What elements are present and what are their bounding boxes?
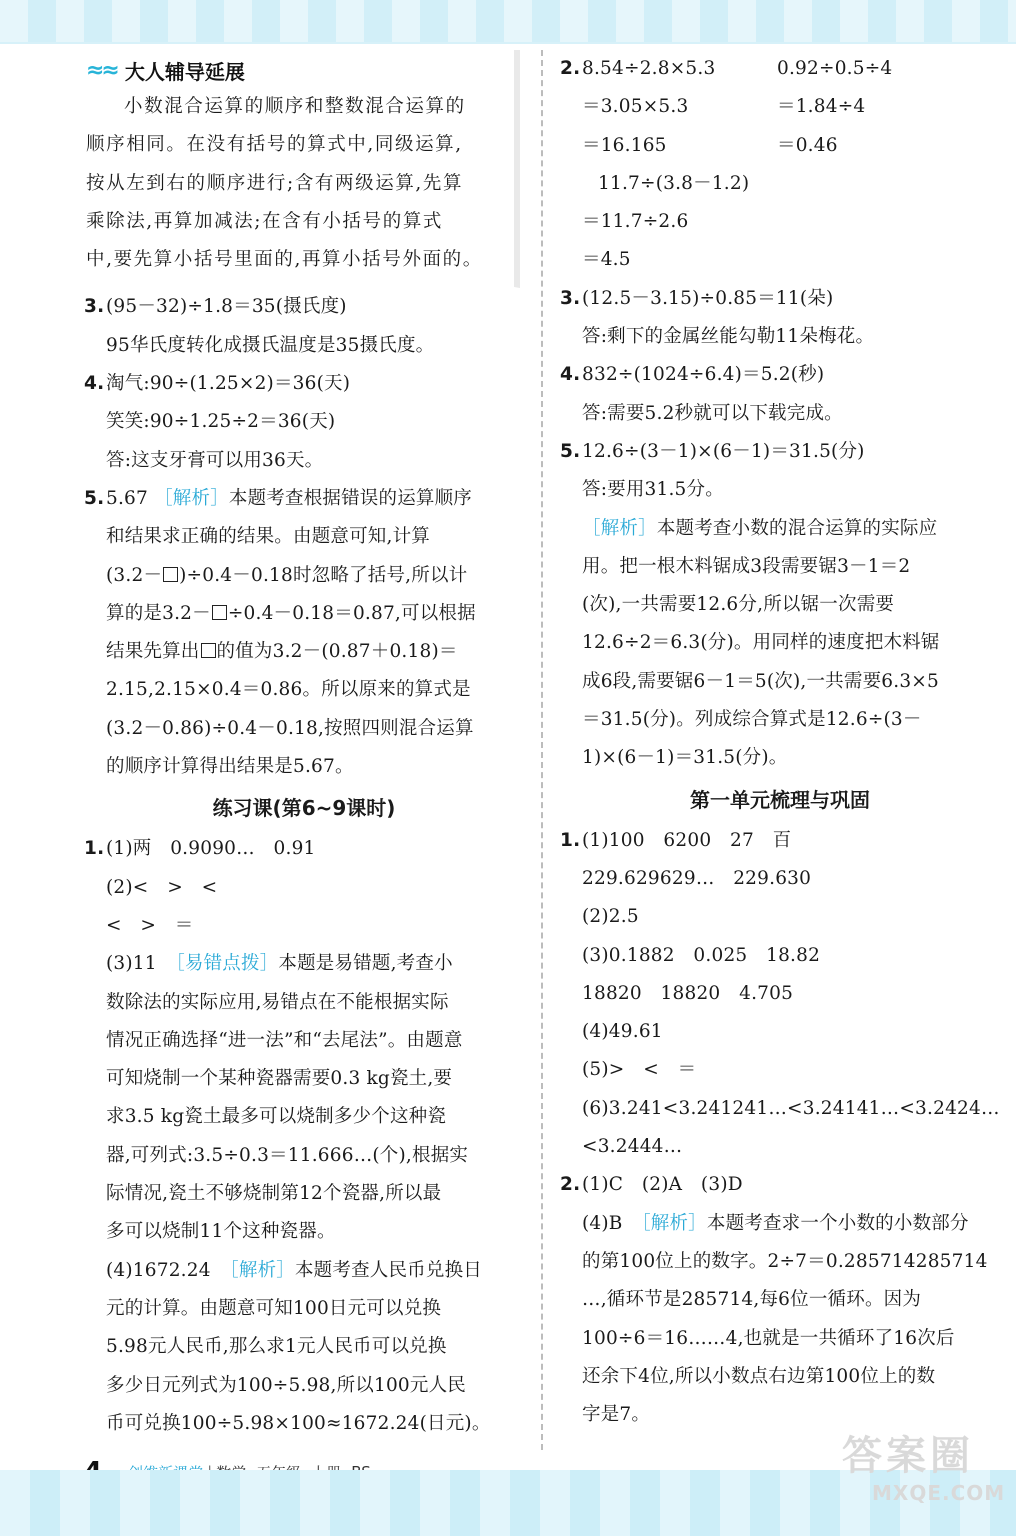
item-number: 1.: [560, 829, 581, 851]
answer-text: < > ＝: [106, 914, 194, 936]
calc-text: (12.5－3.15)÷0.85＝11(朵): [582, 287, 834, 309]
analysis-text: (3.2－0.86)÷0.4－0.18,按照四则混合运算: [106, 717, 474, 739]
analysis-text: 本题考查小数的混合运算的实际应: [656, 517, 938, 539]
answer-item-3: [84, 288, 524, 365]
analysis-text: ＝31.5(分)。列成综合算式是12.6÷(3－: [582, 709, 922, 731]
calc-text: ＝1.84÷4: [777, 96, 866, 118]
blank-box-icon: [201, 643, 216, 658]
extension-body: [86, 88, 514, 279]
analysis-text: 本题是易错题,考查小: [278, 953, 453, 975]
review-item-1: [560, 822, 1000, 1167]
calc-text: 0.92÷0.5÷4: [777, 58, 893, 79]
answer-text: (1)C (2)A (3)D: [582, 1174, 743, 1196]
analysis-text: 数除法的实际应用,易错点在不能根据实际: [106, 991, 449, 1013]
analysis-text: 算的是3.2－: [106, 602, 211, 624]
calc-text: 8.54÷2.8×5.3: [582, 58, 716, 79]
answer-text: (95－32)÷1.8＝35(摄氏度): [106, 296, 347, 318]
extension-title-text: 大人辅导延展: [124, 59, 245, 84]
wave-icon: ≈≈: [86, 57, 117, 83]
calc-text: ＝11.7÷2.6: [582, 211, 689, 233]
error-tip-tag: ［易错点拨］: [175, 953, 279, 975]
blank-box-icon: [212, 605, 227, 620]
analysis-text: 结果先算出: [106, 641, 200, 663]
item-number: 4.: [560, 364, 581, 386]
analysis-text: 2.15,2.15×0.4＝0.86。所以原来的算式是: [106, 679, 471, 701]
review-item-2: [560, 1166, 1000, 1434]
answer-text: 答:要用31.5分。: [582, 479, 724, 501]
extension-line: 乘除法,再算加减法;在含有小括号的算式: [86, 210, 444, 232]
calc-text: ＝16.165: [582, 134, 667, 156]
analysis-text: 100÷6＝16……4,也就是一共循环了16次后: [582, 1327, 955, 1349]
analysis-text: (次),一共需要12.6分,所以锯一次需要: [582, 594, 895, 616]
extension-line: 按从左到右的顺序进行;含有两级运算,先算: [86, 172, 464, 194]
watermark: [842, 1424, 1006, 1516]
section-title-unit-review: 第一单元梳理与巩固: [690, 787, 870, 812]
analysis-text: 本题考查人民币兑换日: [294, 1259, 482, 1281]
answer-text: (5)> < ＝: [582, 1059, 697, 1081]
calc-text: ＝3.05×5.3: [582, 96, 689, 118]
item-number: 4.: [84, 373, 105, 395]
analysis-text: 1)×(6－1)＝31.5(分)。: [582, 747, 788, 769]
answer-text: 答:剩下的金属丝能勾勒11朵梅花。: [582, 326, 875, 348]
answer-text: 229.629629… 229.630: [582, 867, 812, 889]
calc-text: 832÷(1024÷6.4)＝5.2(秒): [582, 364, 825, 386]
analysis-tag: ［解析］: [229, 1259, 295, 1281]
calc-text: ＝4.5: [582, 249, 631, 271]
calc-text: ＝0.46: [777, 134, 838, 156]
extension-title: [86, 52, 514, 88]
tutor-extension-box: [86, 50, 520, 288]
item-number: 2.: [560, 58, 581, 79]
answer-text: (4)1672.24: [106, 1259, 230, 1281]
analysis-text: 际情况,瓷土不够烧制第12个瓷器,所以最: [106, 1183, 442, 1205]
analysis-text: 的第100位上的数字。2÷7＝0.285714285714: [582, 1250, 988, 1272]
analysis-text: 元的计算。由题意可知100日元可以兑换: [106, 1297, 442, 1319]
item-number: 5.: [560, 440, 581, 462]
watermark-logo-text: 答案圈: [842, 1433, 974, 1479]
answer-item-4: [560, 356, 1000, 433]
answer-text: 笑笑:90÷1.25÷2＝36(天): [106, 411, 336, 433]
analysis-text: ÷0.4－0.18＝0.87,可以根据: [227, 602, 476, 624]
answer-item-4: [84, 365, 524, 480]
analysis-tag: ［解析］: [641, 1212, 707, 1234]
analysis-text: 求3.5 kg瓷土最多可以烧制多少个这种瓷: [106, 1106, 447, 1128]
analysis-text: 的值为3.2－(0.87＋0.18)＝: [216, 641, 458, 663]
answer-text: (1)两 0.9090… 0.91: [106, 838, 316, 860]
answer-text: (2)2.5: [582, 906, 639, 928]
analysis-text: 本题考查求一个小数的小数部分: [706, 1212, 969, 1234]
answer-text: 淘气:90÷(1.25×2)＝36(天): [106, 373, 351, 395]
analysis-text: 5.98元人民币,那么求1元人民币可以兑换: [106, 1336, 447, 1358]
analysis-text: (3.2－: [106, 564, 163, 586]
analysis-text: 还余下4位,所以小数点右边第100位上的数: [582, 1365, 936, 1387]
analysis-text: …,循环节是285714,每6位一循环。因为: [582, 1289, 922, 1311]
answer-text: 答:这支牙膏可以用36天。: [106, 449, 324, 471]
answer-text: 95华氏度转化成摄氏温度是35摄氏度。: [106, 334, 435, 356]
extension-line: 中,要先算小括号里面的,再算小括号外面的。: [86, 249, 483, 271]
answer-text: (4)B: [582, 1212, 642, 1234]
item-number: 2.: [560, 1174, 581, 1196]
extension-line: 小数混合运算的顺序和整数混合运算的: [124, 96, 466, 117]
watermark-url: MXQE.COM: [872, 1481, 1006, 1505]
answer-item-5: [560, 433, 1000, 778]
left-column: [84, 50, 524, 1443]
analysis-text: 多少日元列式为100÷5.98,所以100元人民: [106, 1374, 466, 1396]
right-column: [560, 50, 1000, 1434]
analysis-text: 12.6÷2＝6.3(分)。用同样的速度把木料锯: [582, 632, 940, 654]
analysis-text: 器,可列式:3.5÷0.3＝11.666…(个),根据实: [106, 1144, 469, 1166]
blank-box-icon: [163, 567, 178, 582]
analysis-text: 和结果求正确的结果。由题意可知,计算: [106, 526, 430, 548]
answer-text: <3.2444…: [582, 1136, 683, 1158]
analysis-text: )÷0.4－0.18时忽略了括号,所以计: [179, 564, 468, 586]
section-title-practice: 练习课(第6~9课时): [212, 796, 396, 821]
analysis-text: 多可以烧制11个这种瓷器。: [106, 1221, 336, 1243]
answer-item-3: [560, 280, 1000, 357]
analysis-text: 本题考查根据错误的运算顺序: [228, 487, 473, 509]
item-number: 5.: [84, 487, 105, 509]
item-number: 1.: [84, 838, 105, 860]
answer-text: (4)49.61: [582, 1021, 663, 1043]
analysis-text: 的顺序计算得出结果是5.67。: [106, 756, 354, 778]
answer-text: (3)0.1882 0.025 18.82: [582, 944, 821, 966]
practice-item-1: [84, 830, 524, 1443]
top-wave-band: [0, 0, 1016, 44]
answer-item-5: [84, 480, 524, 786]
answer-text: (1)100 6200 27 百: [582, 829, 792, 851]
analysis-text: 币可兑换100÷5.98×100≈1672.24(日元)。: [106, 1412, 491, 1434]
analysis-tag: ［解析］: [154, 487, 229, 509]
answer-text: 18820 18820 4.705: [582, 982, 794, 1004]
answer-value: 5.67: [106, 487, 148, 509]
analysis-text: 成6段,需要锯6－1＝5(次),一共需要6.3×5: [582, 670, 939, 692]
analysis-text: 可知烧制一个某种瓷器需要0.3 kg瓷土,要: [106, 1068, 453, 1090]
answer-item-2: [560, 50, 1000, 280]
extension-line: 顺序相同。在没有括号的算式中,同级运算,: [86, 134, 463, 156]
analysis-tag: ［解析］: [582, 517, 657, 539]
answer-text: (2)< > <: [106, 876, 218, 898]
item-number: 3.: [560, 287, 581, 309]
item-number: 3.: [84, 296, 105, 318]
analysis-text: 情况正确选择“进一法”和“去尾法”。由题意: [106, 1029, 463, 1051]
column-divider: [541, 50, 543, 1450]
calc-text: 12.6÷(3－1)×(6－1)＝31.5(分): [582, 440, 865, 462]
answer-text: (6)3.241<3.241241…<3.24141…<3.2424…: [582, 1097, 1000, 1119]
analysis-text: 字是7。: [582, 1404, 651, 1426]
analysis-text: 用。把一根木料锯成3段需要锯3－1＝2: [582, 555, 911, 577]
calc-text: 11.7÷(3.8－1.2): [598, 172, 750, 194]
answer-text: (3)11: [106, 953, 176, 975]
answer-text: 答:需要5.2秒就可以下载完成。: [582, 402, 843, 424]
